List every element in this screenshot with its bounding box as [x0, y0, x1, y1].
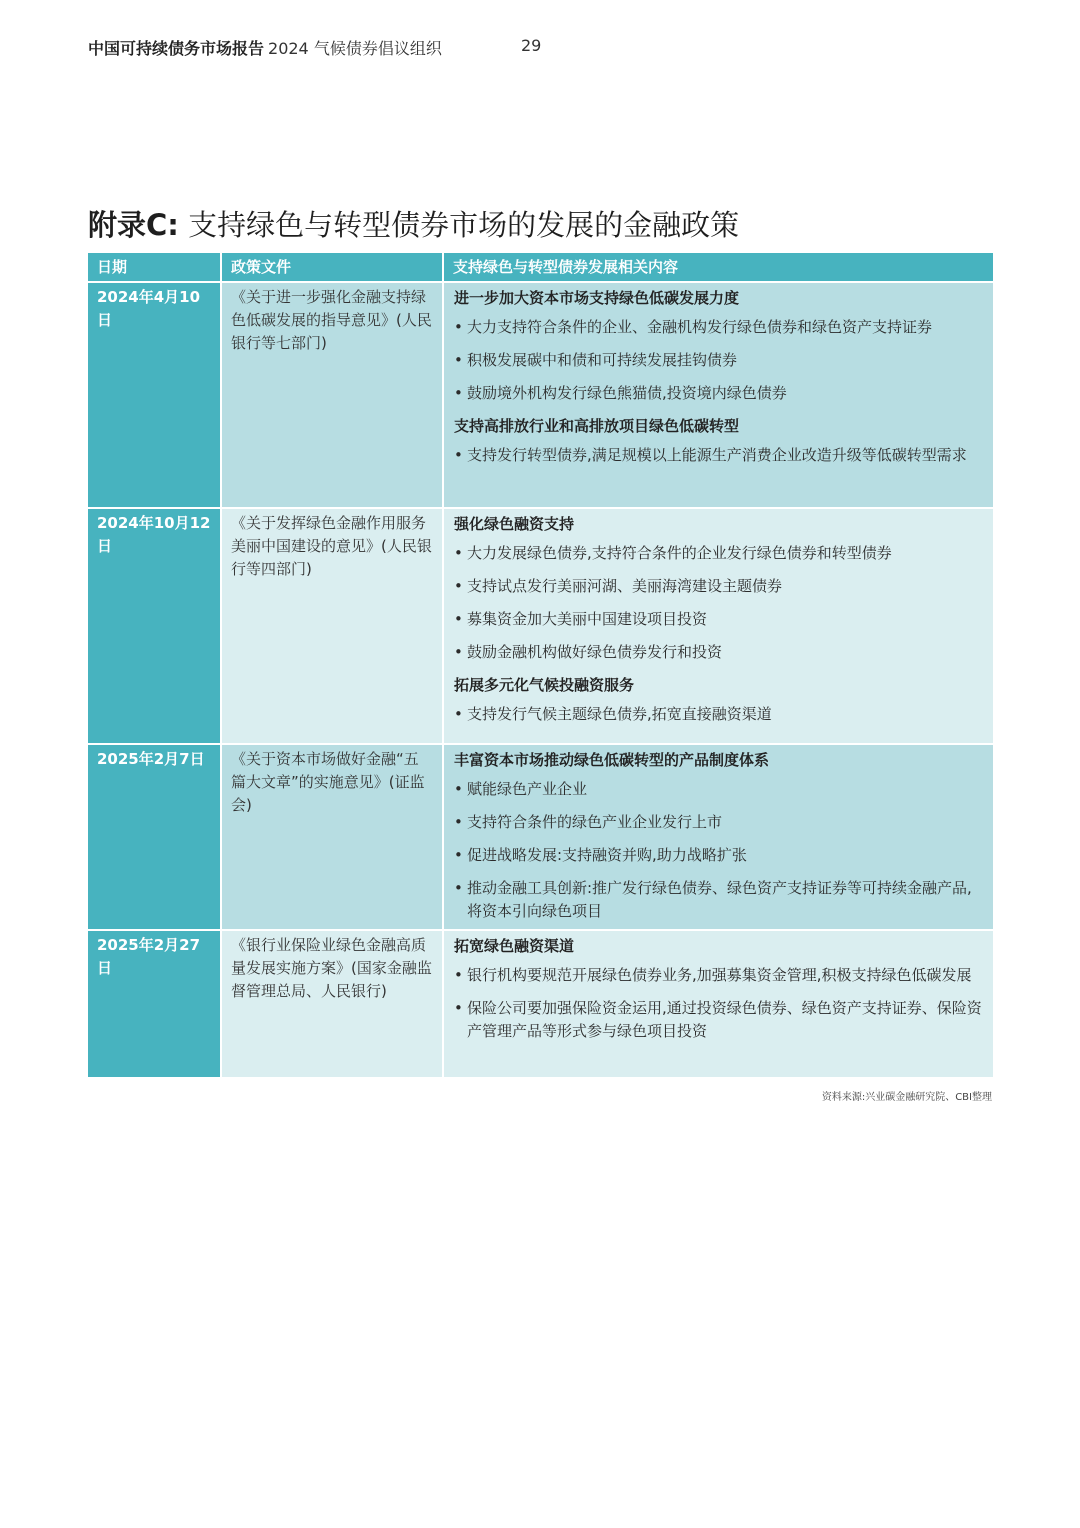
bullet-list [454, 316, 983, 405]
table-row [88, 282, 993, 508]
row-content [443, 282, 993, 508]
row-document: 《银行业保险业绿色金融高质量发展实施方案》(国家金融监督管理总局、人民银行) [221, 930, 443, 1078]
bullet-item: • 鼓励境外机构发行绿色熊猫债,投资境内绿色债券 [454, 382, 983, 405]
row-content [443, 508, 993, 744]
content-section [454, 513, 983, 664]
row-date: 2024年10月12日 [88, 508, 221, 744]
content-section [454, 287, 983, 405]
bullet-item: • 募集资金加大美丽中国建设项目投资 [454, 608, 983, 631]
row-document: 《关于资本市场做好金融“五篇大文章”的实施意见》(证监会) [221, 744, 443, 930]
bullet-list [454, 542, 983, 664]
section-heading: 拓宽绿色融资渠道 [454, 937, 575, 955]
bullet-item: • 银行机构要规范开展绿色债券业务,加强募集资金管理,积极支持绿色低碳发展 [454, 964, 983, 987]
section-heading: 丰富资本市场推动绿色低碳转型的产品制度体系 [454, 751, 770, 769]
bullet-item: • 促进战略发展:支持融资并购,助力战略扩张 [454, 844, 983, 867]
organization-name: 2024 气候债券倡议组织 [268, 39, 442, 58]
bullet-list [454, 444, 983, 467]
bullet-list [454, 964, 983, 1043]
bullet-item: • 支持发行转型债券,满足规模以上能源生产消费企业改造升级等低碳转型需求 [454, 444, 983, 467]
bullet-item: • 保险公司要加强保险资金运用,通过投资绿色债券、绿色资产支持证券、保险资产管理产品等形式参与绿色项目投资 [454, 997, 983, 1043]
row-date: 2025年2月7日 [88, 744, 221, 930]
bullet-item: • 大力发展绿色债券,支持符合条件的企业发行绿色债券和转型债券 [454, 542, 983, 565]
table-header-row [88, 253, 993, 282]
content-section [454, 415, 983, 467]
table-row [88, 744, 993, 930]
section-heading: 支持高排放行业和高排放项目绿色低碳转型 [454, 417, 740, 435]
appendix-label: 附录C: [88, 208, 179, 242]
policy-table [88, 253, 993, 1079]
bullet-item: • 积极发展碳中和债和可持续发展挂钩债券 [454, 349, 983, 372]
page-title [88, 203, 739, 244]
row-content [443, 930, 993, 1078]
bullet-item: • 大力支持符合条件的企业、金融机构发行绿色债券和绿色资产支持证券 [454, 316, 983, 339]
bullet-item: • 推动金融工具创新:推广发行绿色债券、绿色资产支持证券等可持续金融产品,将资本引向绿色项目 [454, 877, 983, 923]
content-section [454, 935, 983, 1043]
table-row [88, 930, 993, 1078]
page-number: 29 [521, 36, 542, 55]
column-header-document: 政策文件 [221, 253, 443, 282]
bullet-list [454, 778, 983, 923]
column-header-date: 日期 [88, 253, 221, 282]
report-title: 中国可持续债务市场报告 [88, 39, 265, 58]
section-heading: 强化绿色融资支持 [454, 515, 575, 533]
row-content [443, 744, 993, 930]
bullet-item: • 鼓励金融机构做好绿色债券发行和投资 [454, 641, 983, 664]
row-date: 2024年4月10日 [88, 282, 221, 508]
row-document: 《关于发挥绿色金融作用服务美丽中国建设的意见》(人民银行等四部门) [221, 508, 443, 744]
source-note: 资料来源:兴业碳金融研究院、CBI整理 [821, 1092, 992, 1103]
bullet-item: • 支持试点发行美丽河湖、美丽海湾建设主题债券 [454, 575, 983, 598]
bullet-item: • 支持发行气候主题绿色债券,拓宽直接融资渠道 [454, 703, 983, 726]
content-section [454, 674, 983, 726]
appendix-title: 支持绿色与转型债券市场的发展的金融政策 [188, 208, 740, 242]
column-header-content: 支持绿色与转型债券发展相关内容 [443, 253, 993, 282]
bullet-list [454, 703, 983, 726]
section-heading: 拓展多元化气候投融资服务 [454, 676, 635, 694]
table-row [88, 508, 993, 744]
page-header [88, 36, 542, 59]
section-heading: 进一步加大资本市场支持绿色低碳发展力度 [454, 289, 740, 307]
bullet-item: • 支持符合条件的绿色产业企业发行上市 [454, 811, 983, 834]
bullet-item: • 赋能绿色产业企业 [454, 778, 983, 801]
row-document: 《关于进一步强化金融支持绿色低碳发展的指导意见》(人民银行等七部门) [221, 282, 443, 508]
content-section [454, 749, 983, 923]
row-date: 2025年2月27日 [88, 930, 221, 1078]
